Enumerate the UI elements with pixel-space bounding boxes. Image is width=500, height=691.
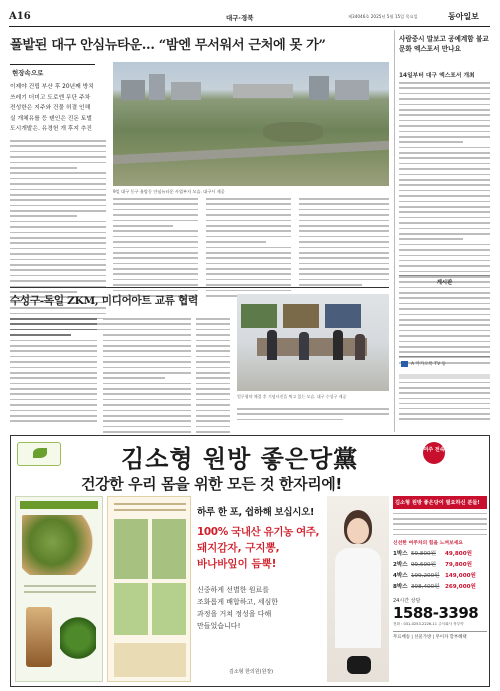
board-label-text: 게시판: [436, 280, 453, 286]
deck-line: 이제야 건립 부산 후 20년째 방치: [10, 84, 94, 90]
ad-price-panel: [393, 496, 487, 682]
header-rule: [9, 26, 490, 27]
price-row: 4박스 199,200원 149,000원: [393, 572, 476, 579]
ad-callout: [197, 500, 323, 520]
ad-grid-image: [114, 519, 186, 579]
side-icon-label: A 카카오톡 TV 등: [411, 362, 446, 367]
side-body: [399, 82, 490, 303]
board-label: [399, 275, 490, 286]
ad-subtitle: 건강한 우리 몸을 위한 모든 것 한자리에!: [81, 475, 342, 493]
promo-line: 돼지감자, 구지뽕,: [197, 542, 280, 554]
price-row: 8박스 398,400원 269,000원: [393, 583, 476, 590]
ad-brand-title: 김소형 원방 좋은당黨: [121, 444, 359, 473]
lead-body-col3: [206, 198, 291, 300]
ad-badge-text: 여주 전속: [423, 447, 445, 453]
page-number: A16: [9, 11, 31, 22]
ad-signature-label: 김소형 한의원(원장): [229, 669, 274, 675]
subpromo-line: 만들었습니다!: [197, 622, 241, 630]
ad-badge: [423, 442, 445, 464]
ad-panel: [10, 435, 490, 687]
second-headline: 수성구-독일 ZKM, 미디어아트 교류 협력: [10, 295, 198, 307]
lead-headline: 풀밭된 대구 안심뉴타운… “밤엔 무서워서 근처에 못 가”: [10, 38, 326, 53]
ad-callout-text: 하루 한 포, 쉽하해 보십시오!: [197, 507, 315, 518]
second-body-col1: [10, 318, 97, 426]
masthead-brand: 동아일보: [448, 11, 479, 21]
subpromo-line: 신중하게 선별한 원료를: [197, 586, 270, 594]
kicker-box: [10, 64, 95, 78]
ad-left-col: [15, 496, 103, 682]
ad-fruit-image: [60, 615, 96, 661]
deck-line: 도시개발은. 유경헌 개 후지 추진: [10, 126, 93, 132]
offer-title: 신선한 여주차의 힘을 느껴보세요: [393, 540, 463, 546]
ad-mid-col: [107, 496, 191, 682]
second-body-col2: [103, 318, 191, 442]
promo-line: 바나바잎이 듬뿍!: [197, 558, 277, 570]
price-row: 2박스 99,600원 79,800원: [393, 561, 472, 568]
lead-body-col2: [113, 198, 198, 300]
side-subhead: 14일부터 대구 엑스포서 개최: [399, 73, 475, 79]
deck-line: 쓰레기 더미고 도로엔 무단 주차: [10, 94, 91, 101]
ad-promo: [197, 524, 323, 572]
event-title: 김소형 원방 좋은당이 필요하신 분들!: [393, 496, 487, 509]
ad-logo: [17, 442, 61, 466]
phone-label: 24시간 상담: [393, 597, 421, 604]
lead-deck: [10, 82, 106, 135]
section-divider: [10, 287, 389, 288]
lead-body-col4: [299, 198, 389, 290]
second-photo: [237, 294, 389, 391]
leaf-icon: [33, 448, 47, 458]
tv-icon: [401, 361, 408, 367]
ad-bottle-image: [26, 607, 52, 667]
price-row: 1박스 59,800원 49,800원: [393, 550, 472, 557]
column-divider: [394, 30, 395, 432]
promo-line: 100% 국내산 유기농 여주,: [197, 526, 320, 538]
ad-grid-image-2: [114, 583, 186, 635]
page-header: [0, 0, 500, 27]
deck-line: 실 개체유를 등 텐인은 진돈 토벌: [10, 115, 93, 122]
ad-footer: 무료배송 | 선물가방 | 무이자 할부혜택: [393, 631, 487, 640]
side-table: [399, 374, 490, 430]
deck-line: 전성한은 지주와 건물 허결 인해: [10, 105, 91, 111]
subpromo-line: 과정을 거쳐 정성을 다해: [197, 610, 272, 618]
issue-meta: 제34046호 2025년 5월 15일 목요일: [348, 14, 418, 19]
second-caption-lines: [237, 408, 389, 424]
ad-portrait: [327, 496, 389, 682]
lead-photo-caption: 9일 대구 동구 율암동 안심뉴타운 사업부지 모습. 대구시 제공: [113, 189, 225, 194]
side-icon-row: [399, 356, 490, 372]
kicker-label: 현장속으로: [12, 69, 44, 77]
ad-subpromo: [197, 584, 323, 632]
phone-number: 1588-3398: [393, 603, 479, 622]
subpromo-line: 조화롭게 배합하고, 세심한: [197, 598, 279, 606]
side-headline: 사람중시 말보고 공예계함 불교문화 엑스포서 만나요: [399, 35, 489, 53]
ad-herb-image: [22, 515, 98, 575]
lead-photo: [113, 62, 389, 186]
phone-sub: 전화 : 031-0253-2226-11 주식회사 북부약: [393, 621, 464, 626]
section-label: 대구·경북: [226, 14, 254, 22]
second-photo-caption: 업무협약 체결 후 기념사진을 찍고 있는 모습. 대구 수성구 제공: [237, 394, 347, 399]
second-body-col3: [196, 318, 230, 437]
